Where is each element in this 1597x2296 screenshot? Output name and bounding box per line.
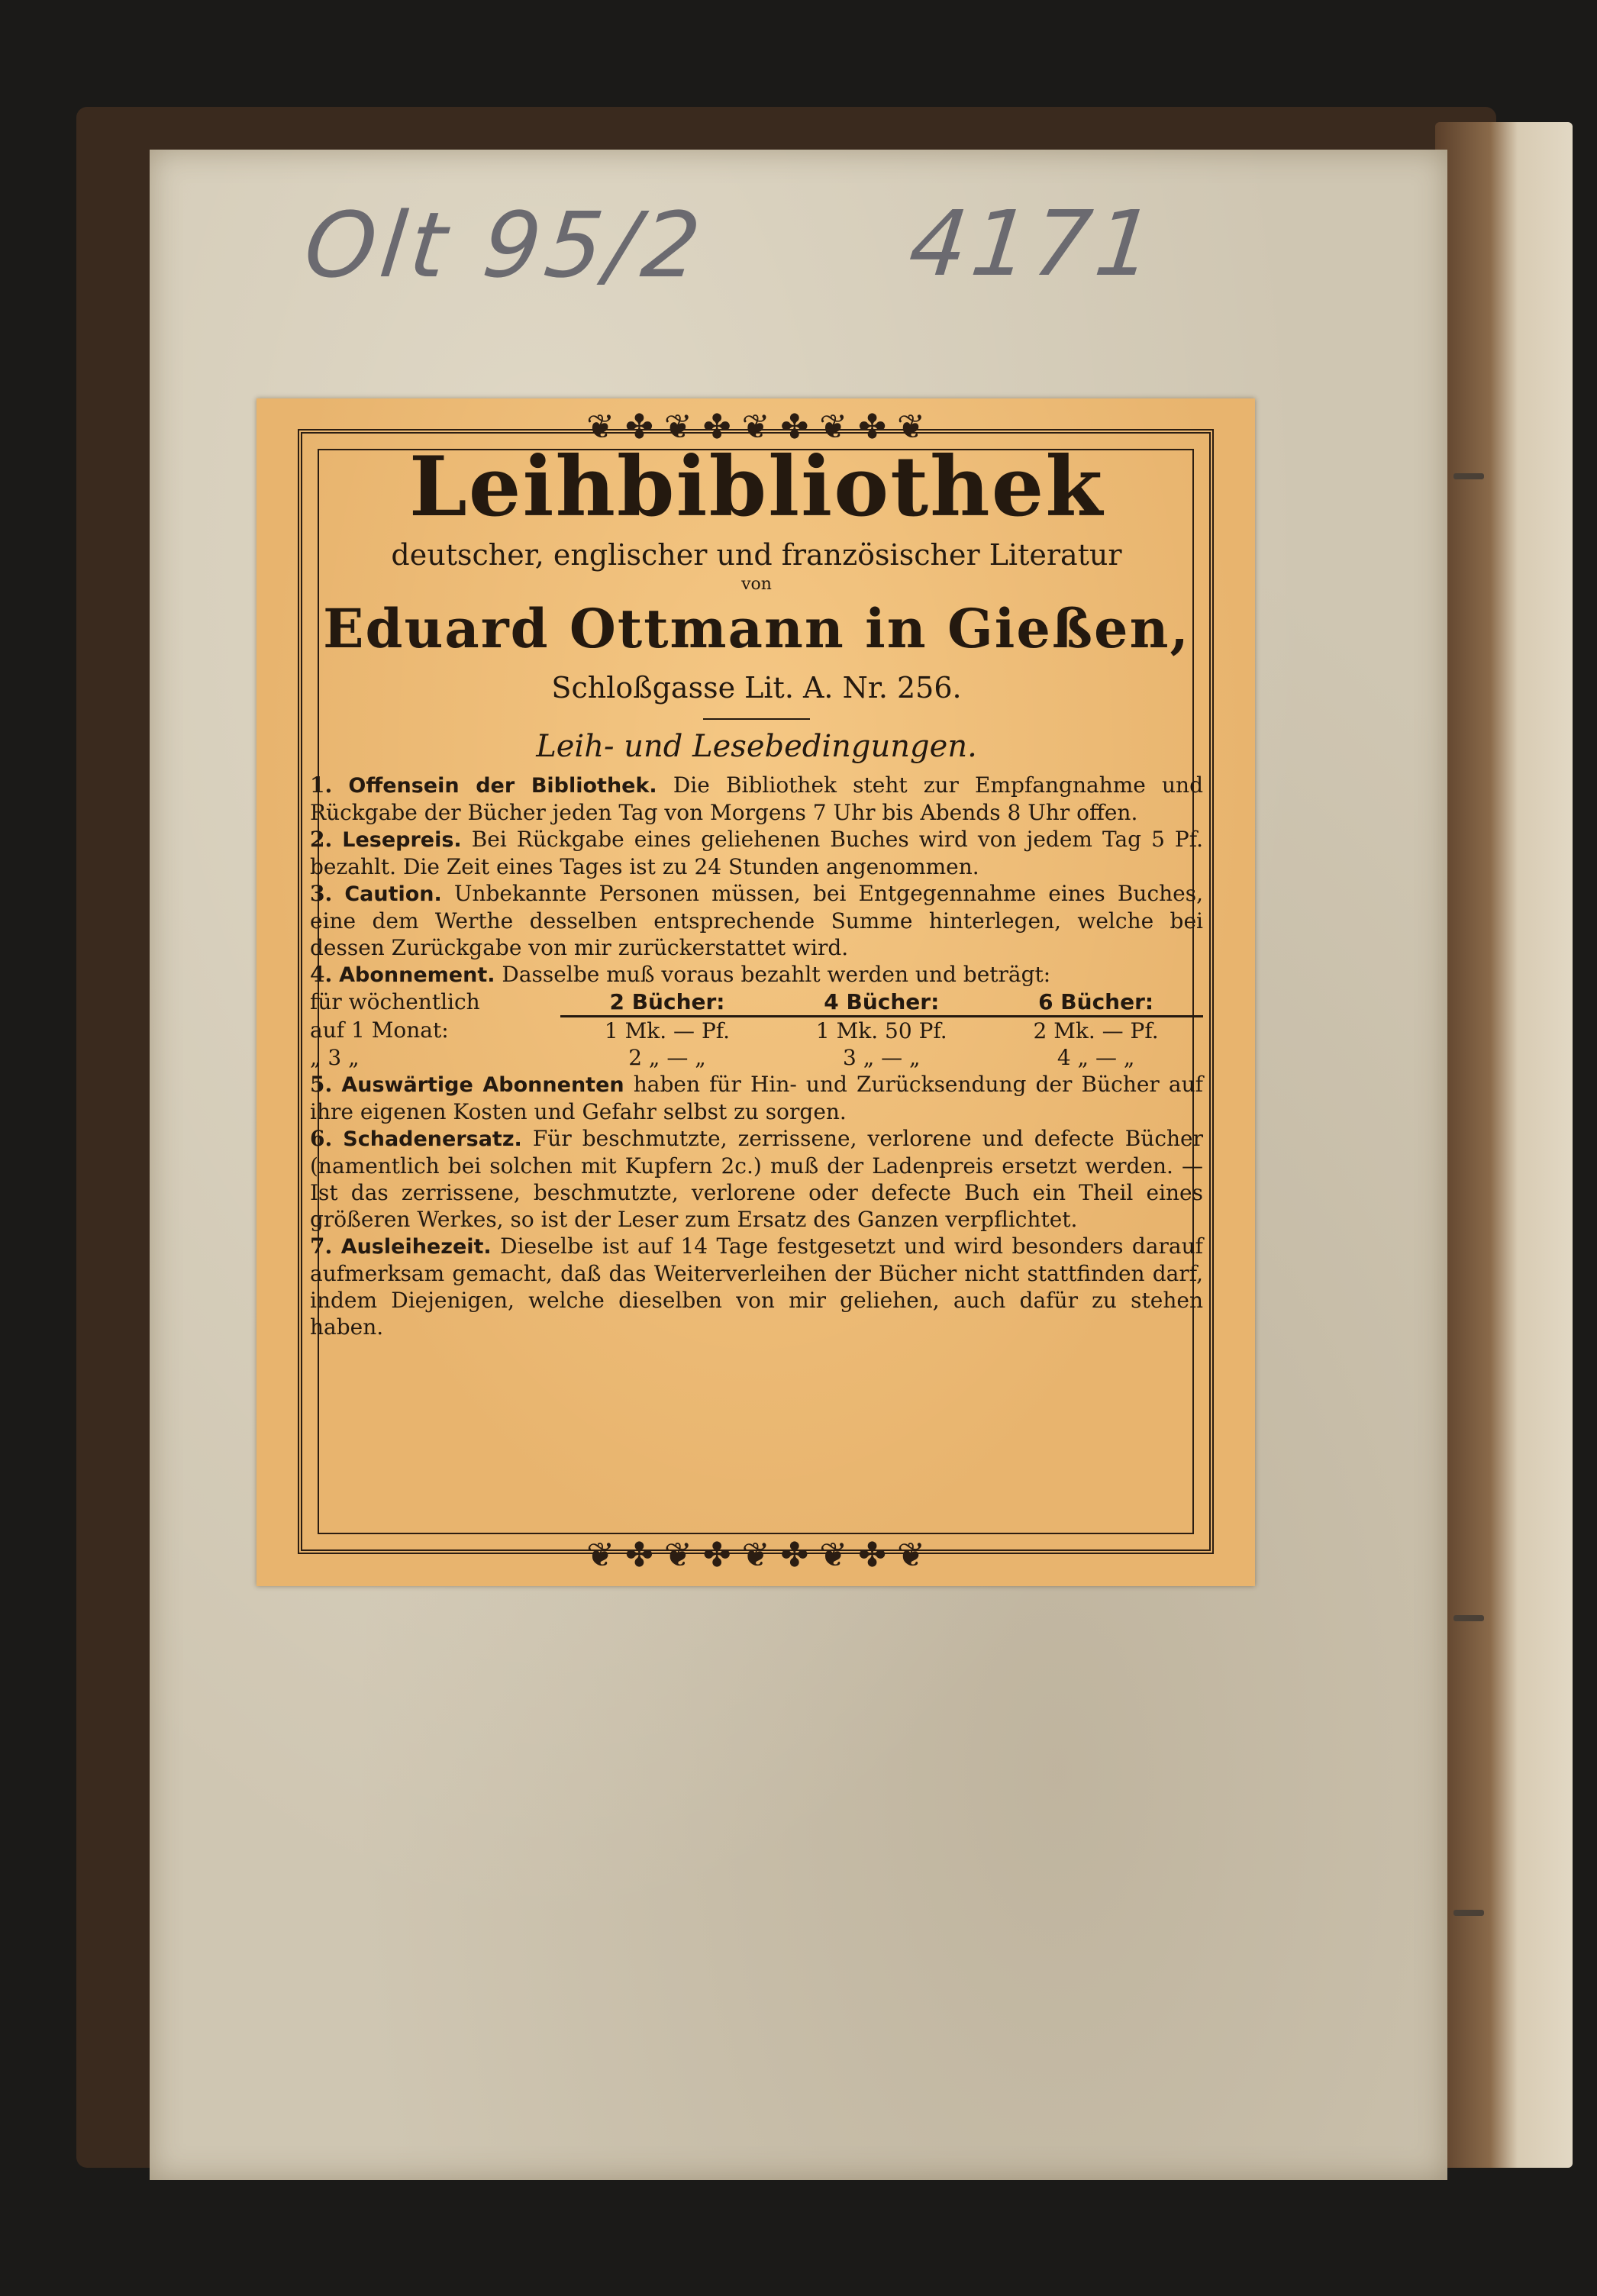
fee-cell: 1 Mk. — Pf.	[604, 1018, 731, 1044]
bottom-ornament-icon: ❦ ✤ ❦ ✤ ❦ ✤ ❦ ✤ ❦	[586, 1536, 925, 1575]
fee-cell: 2 Mk. — Pf.	[1033, 1018, 1159, 1044]
clause-heading: Schadenersatz.	[343, 1127, 522, 1152]
subscription-fee-table	[310, 988, 1203, 1071]
clause-7	[310, 1233, 1203, 1340]
fee-col-6-books: 6 Bücher:	[989, 988, 1203, 1017]
handwritten-shelfmark: Olt 95/2	[299, 192, 710, 298]
clause-heading: Abonnement.	[339, 963, 495, 988]
conditions-heading: Leih- und Lesebedingungen.	[536, 729, 977, 765]
clause-heading: Ausleihezeit.	[340, 1235, 492, 1259]
clause-4	[310, 961, 1203, 988]
clause-number: 2.	[310, 827, 333, 853]
clause-3	[310, 880, 1203, 961]
fee-cell: 4 „ — „	[1057, 1045, 1135, 1071]
fee-cell: 3 „ — „	[843, 1045, 921, 1071]
clause-heading: Lesepreis.	[342, 828, 462, 853]
clause-text: Für beschmutzte, zerrissene, verlorene und defecte Bücher (namentlich bei solchen mit Kupfern 2c.) muß der Ladenpreis ersetzt werden. — Ist das zerrissene, beschmutzte, verlorene oder defecte Buch ein Theil eines größeren Werkes, so ist der Leser zum Ersatz des Ganzen verpflichtet.	[310, 1126, 1203, 1233]
clause-number: 5.	[310, 1072, 333, 1098]
label-content	[310, 439, 1204, 1340]
fee-row-label: auf 1 Monat:	[310, 1017, 449, 1043]
clause-text: Bei Rückgabe eines geliehenen Buches wird von jedem Tag 5 Pf. bezahlt. Die Zeit eines Tages ist zu 24 Stunden angenommen.	[310, 827, 1204, 880]
label-subtitle: deutscher, englischer und französischer Literatur	[391, 538, 1122, 572]
fee-col-2-books: 2 Bücher:	[560, 988, 775, 1017]
clause-number: 1.	[310, 772, 333, 798]
clause-heading: Offensein der Bibliothek.	[348, 774, 657, 798]
label-owner: Eduard Ottmann in Gießen,	[323, 597, 1190, 661]
clause-heading: Auswärtige Abonnenten	[341, 1073, 624, 1098]
divider	[703, 718, 810, 720]
clause-text: Unbekannte Personen müssen, bei Entgegennahme eines Buches, eine dem Werthe desselben entsprechende Summe hinterlegen, welche bei dessen Zurückgabe von mir zurückerstattet wird.	[310, 881, 1204, 961]
clause-text: haben für Hin- und Zurücksendung der Bücher auf ihre eigenen Kosten und Gefahr selbst zu sorgen.	[310, 1072, 1204, 1125]
top-ornament-icon: ❦ ✤ ❦ ✤ ❦ ✤ ❦ ✤ ❦	[586, 408, 925, 447]
clause-text: Die Bibliothek steht zur Empfangnahme und Rückgabe der Bücher jeden Tag von Morgens 7 Uhr bis Abends 8 Uhr offen.	[310, 772, 1203, 826]
clause-number: 6.	[310, 1126, 333, 1152]
handwritten-number: 4171	[904, 191, 1163, 296]
label-von: von	[741, 575, 772, 595]
fee-row-label: für wöchentlich	[310, 989, 480, 1015]
clause-heading: Caution.	[344, 882, 442, 907]
clause-2	[310, 826, 1203, 880]
fee-cell: 1 Mk. 50 Pf.	[815, 1018, 947, 1044]
clause-text: Dasselbe muß voraus bezahlt werden und beträgt:	[502, 962, 1051, 988]
stitch-mark	[1453, 473, 1484, 479]
fee-cell: 2 „ — „	[628, 1045, 706, 1071]
label-title: Leihbibliothek	[408, 439, 1105, 535]
clause-number: 3.	[310, 881, 333, 907]
label-address: Schloßgasse Lit. A. Nr. 256.	[551, 671, 962, 705]
stitch-mark	[1453, 1910, 1484, 1916]
clause-number: 7.	[310, 1233, 333, 1259]
fee-row-label: „ 3 „	[310, 1045, 360, 1071]
page-edges	[1435, 122, 1573, 2168]
clause-6	[310, 1125, 1203, 1233]
clause-number: 4.	[310, 962, 333, 988]
stitch-mark	[1453, 1615, 1484, 1621]
clause-1	[310, 772, 1203, 826]
library-bookplate-label	[256, 398, 1255, 1586]
clause-5	[310, 1071, 1203, 1125]
fee-col-4-books: 4 Bücher:	[774, 988, 989, 1017]
clause-text: Dieselbe ist auf 14 Tage festgesetzt und wird besonders darauf aufmerksam gemacht, daß das Weiterverleihen der Bücher nicht stattfinden darf, indem Diejenigen, welche dieselben von mir geliehen, auch dafür zu stehen haben.	[310, 1233, 1204, 1340]
